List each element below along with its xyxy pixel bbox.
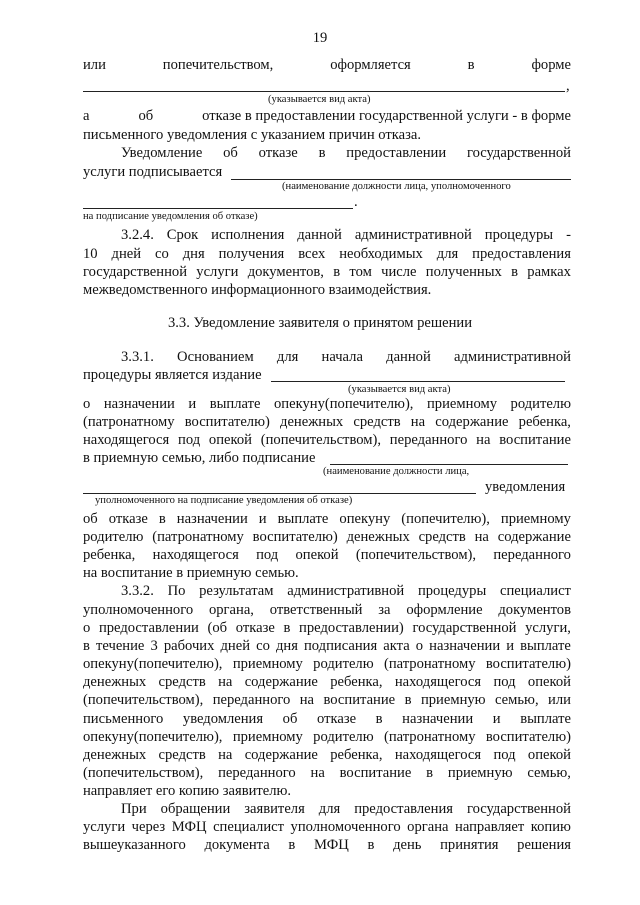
word: (попечительством), [83,765,204,781]
word: государственной [466,801,571,817]
word: дня [182,246,205,262]
word: предоставлении [346,145,447,161]
word: день [393,837,422,853]
text-line: письменного уведомления с указанием причин отказа. [83,127,421,143]
word: получения [218,246,285,262]
word: выплате [277,511,329,527]
text-line: процедуры является издание [83,367,262,383]
word: содержание [497,529,571,545]
word: опекуну(попечителю), [83,656,223,672]
word: услуги [196,264,239,280]
word: том [349,264,372,280]
word: в [283,620,291,636]
word: назначении [176,511,248,527]
word: государственной [412,620,517,636]
word: со [155,246,169,262]
word: опекой [208,432,252,448]
section-heading: 3.3. Уведомление заявителя о принятом решении [167,315,473,331]
text-line [83,414,571,431]
word: услуги [83,819,126,835]
blank-line [83,493,476,494]
text-line [121,227,571,244]
word: результатам [199,583,274,599]
text-line: межведомственного информационного взаимодействия. [83,282,432,298]
text-line [83,711,571,728]
word: для [276,349,299,365]
word: подписания [304,638,378,654]
blank-line [231,179,571,180]
word: содержание [244,747,318,763]
word: (патронатному [83,414,175,430]
word: опекой [527,747,571,763]
word: органа, [208,602,254,618]
word: МФЦ [313,837,349,853]
word: назначении [103,396,175,412]
word: уведомления [182,711,264,727]
word: через [131,819,166,835]
field-note: (указывается вид акта) [348,384,451,395]
word: специалист [499,583,571,599]
word: административной [453,349,571,365]
word: в [318,145,326,161]
word: вышеуказанного [83,837,186,853]
text-line [83,511,571,528]
text-line [83,638,571,655]
word: в [426,765,434,781]
word: воспитателю) [485,656,571,672]
page-number: 19 [312,30,328,46]
blank-line [330,464,568,465]
word: приемную [447,765,513,781]
word: выплате [209,396,261,412]
word: об [223,145,238,161]
word: за [378,602,391,618]
word: со [256,638,270,654]
word: опекуну(попечителю), [274,396,414,412]
word: предоставлении [98,620,199,636]
word: воспитание [499,432,571,448]
word: находящегося [83,432,170,448]
word: выплате [520,638,571,654]
word: находящегося [152,547,239,563]
word: письменного [83,711,164,727]
word: для [436,246,459,262]
word: Уведомление [121,145,203,161]
word: числе [381,264,417,280]
word: уполномоченного [290,819,401,835]
word: попечительством, [162,57,274,73]
field-note: (наименование должности лица, [323,466,470,477]
word: процедуры [484,227,554,243]
word: государственной [83,264,188,280]
text-line [83,432,571,449]
word: о [83,620,91,636]
word: в [367,837,375,853]
word: ребенка, [330,747,383,763]
word: и [506,638,515,654]
word: услуги, [525,620,571,636]
word: содержание [435,414,509,430]
word: 3.3.1. [121,349,154,365]
text-line [83,692,571,709]
word: ответственный [269,602,363,618]
word: на [218,674,233,690]
text-line [83,108,571,125]
word: средств [353,414,401,430]
word: в [467,57,475,73]
word: переданного [218,765,296,781]
word: ребенка, [518,414,571,430]
word: приемному [232,729,303,745]
word: необходимых [339,246,423,262]
word: под [256,547,279,563]
word: приемному [427,396,497,412]
word: полученных [425,264,502,280]
field-note: на подписание уведомления об отказе) [83,211,258,222]
word: родителю [510,396,571,412]
word: в [83,638,90,654]
word: а [83,108,90,124]
word: Основанием [177,349,254,365]
text-line [83,819,571,836]
word: отказе [317,711,357,727]
word: и [188,396,197,412]
word: отказе [258,145,298,161]
word: семью, [495,692,539,708]
word: о [83,396,91,412]
word: в [511,264,518,280]
word: на [299,692,315,708]
word: государственной [466,145,571,161]
word: или [83,57,106,73]
word: форме [531,57,571,73]
word: об [138,108,154,124]
text-line [121,145,571,162]
text-line [83,529,571,546]
word: воспитателю) [252,529,338,545]
word: опекой [527,674,571,690]
word: ребенка, [83,547,136,563]
word: опекуну [339,511,391,527]
blank-line [83,208,353,209]
word: - [566,227,571,243]
word: назначении [402,711,474,727]
word: о [415,638,424,654]
text-line [83,837,571,854]
word: средств [158,747,206,763]
word: находящегося [394,747,482,763]
word: документа [204,837,270,853]
word: денежных [83,674,147,690]
text-line [83,57,571,74]
text-line [121,801,571,818]
word: денежных [280,414,344,430]
word: всех [298,246,326,262]
word: оформление [406,602,483,618]
word: на [310,765,325,781]
text-line: направляет его копию заявителю. [83,783,292,799]
text-line: уведомления [485,479,566,495]
text-line [83,396,571,413]
word: (попечительством), [355,547,477,563]
word: ребенка, [330,674,383,690]
word: под [178,432,201,448]
word: (попечительством), [260,432,381,448]
word: решения [517,837,571,853]
word: опекой [295,547,339,563]
word: оформляется [330,57,411,73]
word: содержание [244,674,318,690]
word: приемную [420,692,486,708]
punctuation: . [354,194,358,210]
word: для [318,801,341,817]
word: данной [297,227,342,243]
text-line [83,547,571,564]
word: приемному [500,511,571,527]
word: принятия [440,837,499,853]
word: отказе [108,511,148,527]
word: воспитателю) [485,729,571,745]
word: данной [386,349,431,365]
word: копию [530,819,571,835]
text-line [83,602,571,619]
word: 10 [83,246,98,262]
word: на [218,747,233,763]
word: 3.2.4. [121,227,154,243]
word: воспитателю) [184,414,270,430]
word: специалист [213,819,285,835]
text-line: услуги подписывается [83,164,223,180]
word: в [375,711,383,727]
word: средств [158,674,206,690]
word: назначении [429,638,501,654]
word: административной [354,227,472,243]
field-note: уполномоченного на подписание уведомления об отказе) [95,495,353,506]
word: переданного [389,432,468,448]
word: (патронатному [383,656,476,672]
word: (попечителю), [401,511,490,527]
punctuation: , [566,78,570,94]
word: процедуры [417,583,487,599]
text-line [83,264,571,281]
word: в [288,837,296,853]
word: дней [111,246,142,262]
word: течение [95,638,145,654]
word: родителю [313,729,374,745]
word: в [333,264,341,280]
word: предоставления [354,801,453,817]
text-line [83,765,571,782]
word: или [548,692,571,708]
text-line [83,747,571,764]
word: находящегося [394,674,482,690]
word: и [492,711,501,727]
word: предоставления [472,246,571,262]
word: По [167,583,186,599]
text-line: в приемную семью, либо подписание [83,450,316,466]
word: на [476,432,491,448]
word: на [410,414,426,430]
text-line [83,246,571,263]
text-line [83,729,571,746]
blank-line [271,381,565,382]
word: родителю [83,529,144,545]
word: выплате [520,711,571,727]
word: на [474,529,489,545]
word: административной [287,583,405,599]
word: документов, [247,264,324,280]
word: уполномоченного [83,602,194,618]
word: под [493,674,516,690]
word: направляет [455,819,525,835]
field-note: (указывается вид акта) [268,94,371,105]
field-note: (наименование должности лица, уполномоченного [282,181,511,192]
blank-line [83,91,565,92]
word: переданного [212,692,291,708]
word: отказе в предоставлении государственной услуги - в форме [202,108,571,124]
word: начала [321,349,363,365]
word: денежных [346,529,410,545]
word: под [493,747,516,763]
word: (патронатному [383,729,476,745]
word: семью, [527,765,571,781]
word: предоставлении) [299,620,404,636]
word: Срок [166,227,199,243]
word: МФЦ [171,819,207,835]
word: органа [407,819,449,835]
word: денежных [83,747,147,763]
word: 3.3.2. [121,583,154,599]
word: приемному [232,656,303,672]
word: отказе [235,620,275,636]
word: в [404,692,412,708]
text-line [83,656,571,673]
word: рамках [527,264,571,280]
text-line [83,620,571,637]
word: об [282,711,298,727]
word: исполнения [211,227,285,243]
word: обращении [160,801,231,817]
text-line: на воспитание в приемную семью. [83,565,299,581]
word: опекуну(попечителю), [83,729,223,745]
word: и [258,511,267,527]
word: в [158,511,166,527]
word: документов [498,602,571,618]
word: средств [418,529,466,545]
word: воспитание [339,765,412,781]
word: родителю [313,656,374,672]
text-line [121,583,571,600]
word: (об [207,620,228,636]
text-line [83,674,571,691]
word: переданного [493,547,571,563]
word: (патронатному [152,529,244,545]
word: акта [383,638,410,654]
word: воспитание [323,692,396,708]
word: рабочих [163,638,215,654]
word: заявителя [244,801,305,817]
word: дней [220,638,251,654]
word: дня [275,638,298,654]
text-line [121,349,571,366]
word: об [83,511,98,527]
word: При [121,801,147,817]
word: 3 [150,638,158,654]
word: (попечительством), [83,692,204,708]
